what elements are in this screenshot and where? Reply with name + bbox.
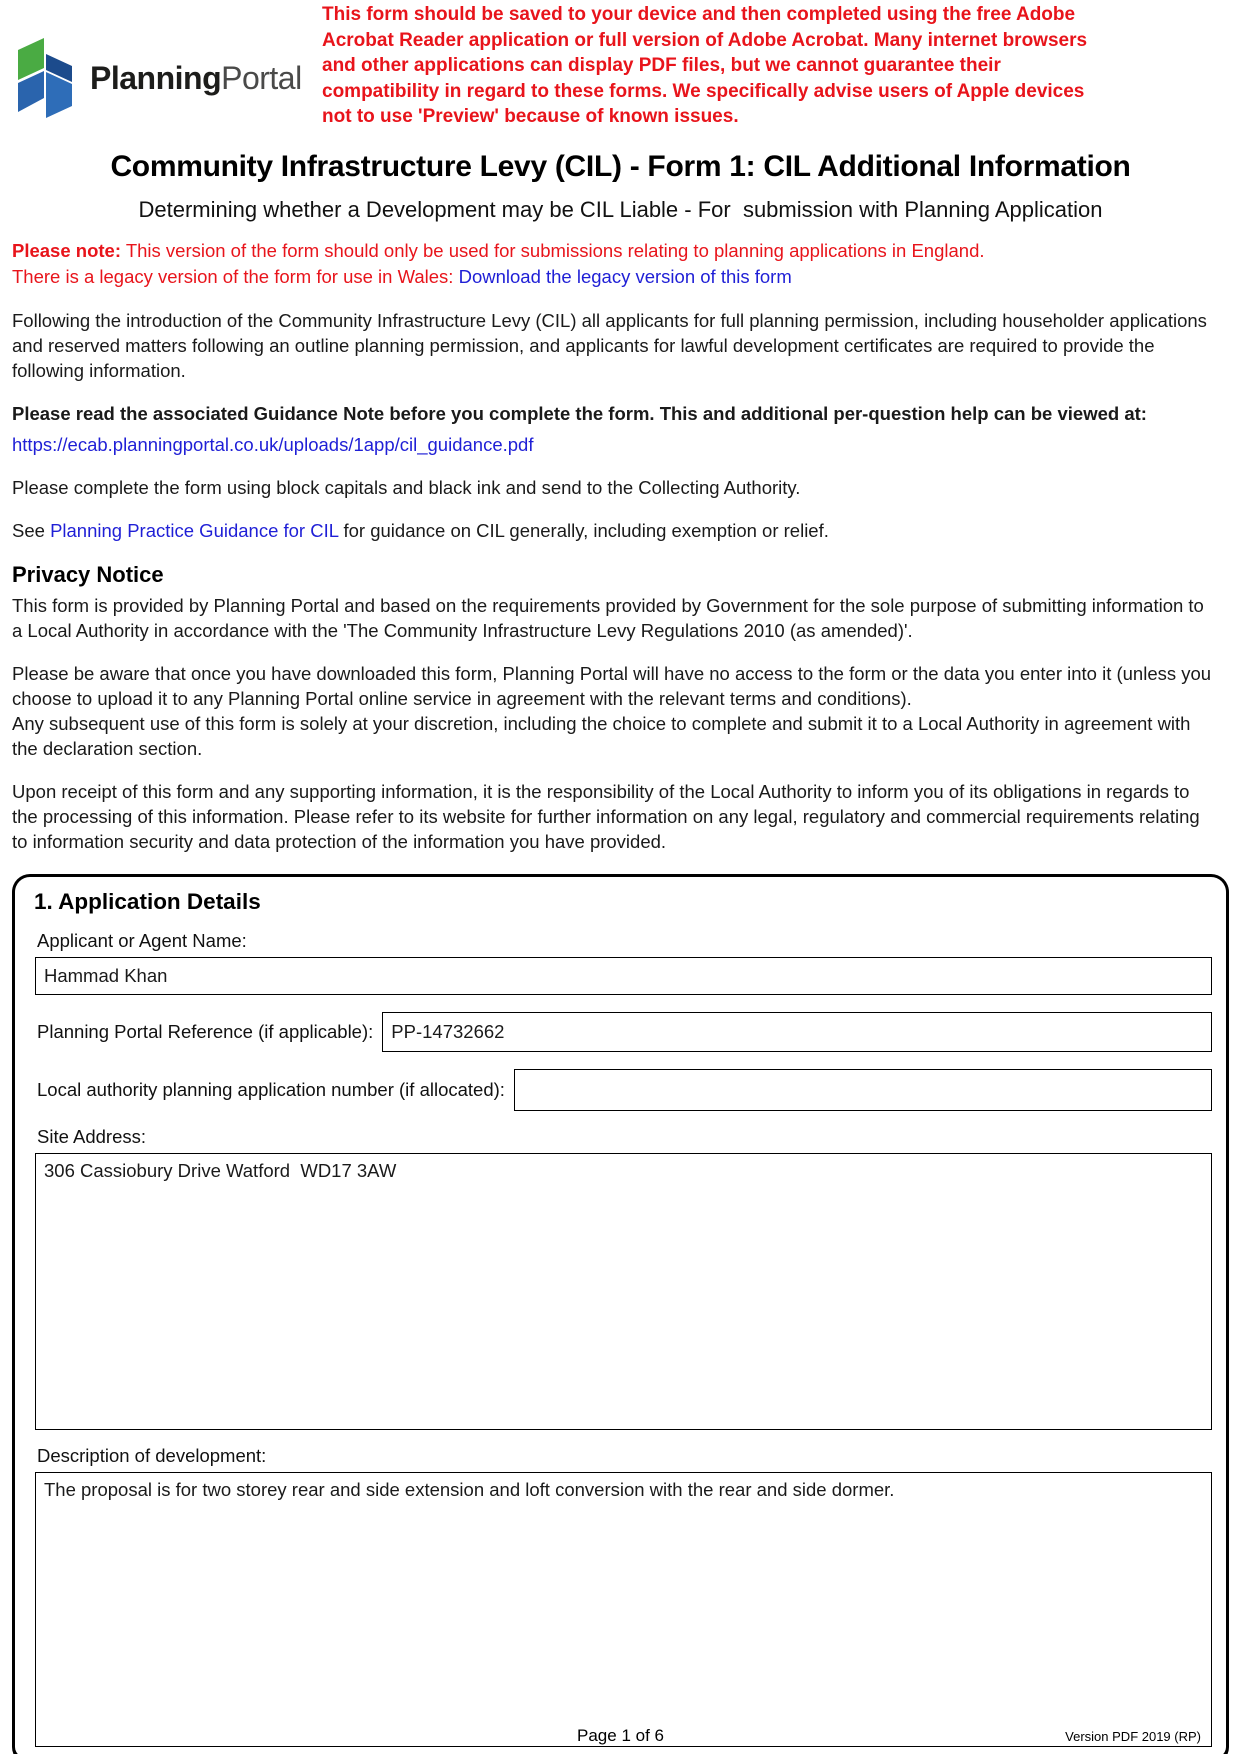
description-textarea[interactable]: The proposal is for two storey rear and side extension and loft conversion with the rear and side dormer.: [35, 1472, 1212, 1747]
wales-note-text: There is a legacy version of the form for use in Wales:: [12, 266, 454, 287]
block-capitals-text: Please complete the form using block capitals and black ink and send to the Collecting Authority.: [12, 477, 801, 498]
intro-paragraph: Following the introduction of the Community Infrastructure Levy (CIL) all applicants for full planning permission, including householder applications and reserved matters following an outline planning permission, and applicants for lawful development certificates are required to provide the following information.: [12, 310, 1207, 381]
guidance-pdf-link[interactable]: https://ecab.planningportal.co.uk/uploads/1app/cil_guidance.pdf: [12, 434, 534, 455]
la-number-row: [28, 1069, 1213, 1111]
page-footer: [0, 1726, 1241, 1748]
adobe-warning-text: This form should be saved to your device and then completed using the free Adobe Acrobat Reader application or full version of Adobe Acrobat. Many internet browsers and other applications can display PDF files, but we cannot guarantee their compatibility in regard to these forms. We specifically advise users of Apple devices not to use 'Preview' because of known issues.: [322, 4, 1088, 127]
pp-reference-label: Planning Portal Reference (if applicable):: [37, 1021, 374, 1042]
la-number-label: Local authority planning application number (if allocated):: [37, 1079, 505, 1100]
form-title: Community Infrastructure Levy (CIL) - Form 1: CIL Additional Information: [110, 150, 1131, 183]
see-prefix: See: [12, 520, 45, 541]
planning-portal-logo-icon: [14, 36, 76, 120]
privacy-paragraph-2: [12, 661, 1216, 761]
see-suffix: for guidance on CIL generally, including exemption or relief.: [343, 520, 829, 541]
privacy-notice-heading: Privacy Notice: [12, 562, 164, 587]
pp-reference-input[interactable]: PP-14732662: [382, 1012, 1212, 1052]
version-label: Version PDF 2019 (RP): [1065, 1729, 1201, 1744]
header: [0, 0, 1241, 140]
site-address-textarea[interactable]: 306 Cassiobury Drive Watford WD17 3AW: [35, 1153, 1212, 1430]
planning-portal-logo: [14, 36, 302, 120]
section-1-heading: 1. Application Details: [34, 889, 261, 914]
privacy-paragraph-2a: Please be aware that once you have downloaded this form, Planning Portal will have no access to the form or the data you enter into it (unless you choose to upload it to any Planning Portal online service in agreement with the relevant terms and conditions).: [12, 663, 1212, 709]
see-guidance-line: [12, 518, 1216, 543]
form-subtitle: Determining whether a Development may be CIL Liable - For submission with Planning Application: [138, 197, 1103, 222]
description-label: Description of development:: [37, 1445, 267, 1466]
guidance-note-text: Please read the associated Guidance Note before you complete the form. This and additional per-question help can be viewed at:: [12, 403, 1147, 424]
ppg-cil-link[interactable]: Planning Practice Guidance for CIL: [50, 520, 339, 541]
pp-reference-row: [28, 1012, 1213, 1052]
please-note-label: Please note:: [12, 240, 121, 261]
logo-word-planning: Planning: [90, 59, 222, 96]
applicant-name-label: Applicant or Agent Name:: [37, 930, 247, 951]
england-note-text: This version of the form should only be used for submissions relating to planning applications in England.: [125, 240, 985, 261]
legacy-form-link[interactable]: Download the legacy version of this form: [458, 266, 792, 287]
logo-word-portal: Portal: [221, 59, 302, 96]
site-address-label: Site Address:: [37, 1126, 147, 1147]
application-details-section: [12, 874, 1229, 1754]
logo-wordmark: [90, 60, 302, 97]
page-number: Page 1 of 6: [577, 1726, 664, 1745]
privacy-paragraph-3: Upon receipt of this form and any supporting information, it is the responsibility of the Local Authority to inform you of its obligations in regards to the processing of this information. Please refer to its website for further information on any legal, regulatory and commercial requirements relating to information security and data protection of the information you have provided.: [12, 781, 1200, 852]
privacy-paragraph-2b: Any subsequent use of this form is solely at your discretion, including the choice to complete and submit it to a Local Authority in agreement with the declaration section.: [12, 713, 1191, 759]
applicant-name-input[interactable]: Hammad Khan: [35, 957, 1212, 995]
england-note: [12, 238, 1216, 290]
privacy-paragraph-1: This form is provided by Planning Portal and based on the requirements provided by Government for the sole purpose of submitting information to a Local Authority in accordance with the 'The Community Infrastructure Levy Regulations 2010 (as amended)'.: [12, 595, 1204, 641]
la-number-input[interactable]: [514, 1069, 1212, 1111]
